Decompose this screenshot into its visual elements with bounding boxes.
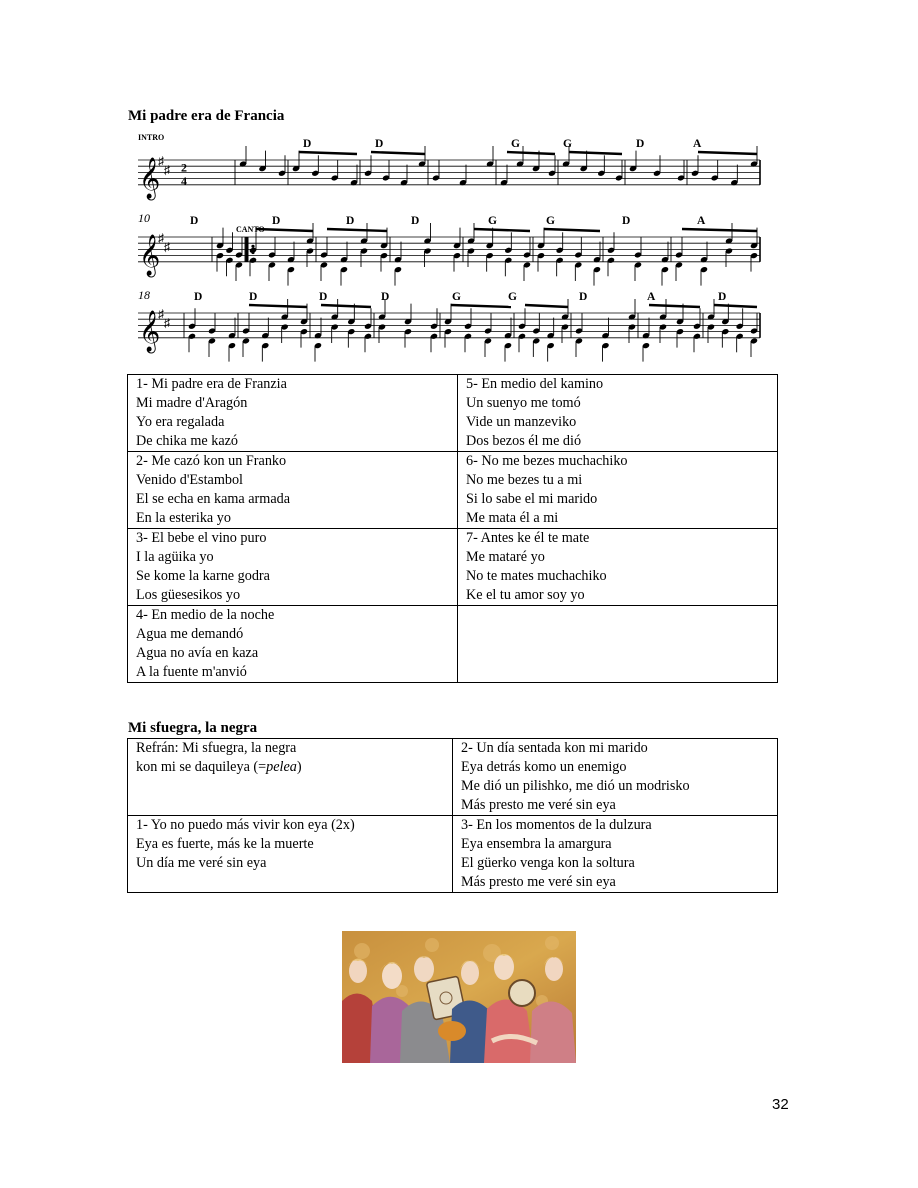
chord-symbol: A (647, 291, 656, 303)
beam (249, 305, 307, 307)
music-notation-icon (128, 130, 764, 364)
chord-symbol: D (346, 215, 355, 227)
beam (544, 229, 600, 231)
verse-line: Yo era regalada (136, 414, 225, 430)
stanza-cell (128, 375, 458, 452)
beam (371, 152, 425, 154)
chord-symbol: D (190, 215, 199, 227)
verse-line: Agua no avía en kaza (136, 645, 259, 661)
verse-line: Los güesesikos yo (136, 587, 241, 603)
sharp-icon: ♯ (158, 154, 164, 168)
verse-line: Eya detrás komo un enemigo (461, 759, 627, 775)
stanza-cell (128, 816, 453, 893)
verse-line: 2- Un día sentada kon mi marido (461, 740, 648, 756)
chord-symbol: A (693, 138, 702, 150)
song2-verses-table (127, 738, 778, 893)
verse-line: I la agüika yo (136, 549, 214, 565)
beam (299, 152, 357, 154)
verse-line: Si lo sabe el mi marido (466, 491, 598, 507)
stanza-cell (128, 606, 458, 683)
treble-clef-icon: 𝄞 (139, 234, 161, 275)
treble-clef-icon: 𝄞 (139, 310, 161, 351)
verse-line: No te mates muchachiko (466, 568, 607, 584)
verse-line: 3- El bebe el vino puro (136, 530, 267, 546)
measure-number: 18 (138, 288, 150, 302)
verse-line: Me dió un pilishko, me dió un modrisko (461, 778, 690, 794)
chord-symbol: G (488, 215, 497, 227)
repeat-dot (251, 245, 254, 248)
chord-symbol: D (375, 138, 384, 150)
canto-label: CANTO (236, 225, 265, 234)
chord-symbol: D (303, 138, 312, 150)
beam (321, 305, 371, 307)
verse-line: Más presto me veré sin eya (461, 874, 616, 890)
refrain-cell (128, 739, 453, 816)
chord-symbol: G (508, 291, 517, 303)
verse-line: Vide un manzeviko (466, 414, 577, 430)
empty-cell (458, 606, 778, 683)
beam (507, 152, 555, 154)
verse-line: Dos bezos él me dió (466, 433, 582, 449)
verse-line: Venido d'Estambol (136, 472, 243, 488)
sharp-icon: ♯ (158, 231, 164, 245)
song-title: Mi sfuegra, la negra (128, 720, 258, 736)
verse-line: Me mata él a mi (466, 510, 559, 526)
time-signature-top: 2 (181, 160, 187, 175)
verse-line: 6- No me bezes muchachiko (466, 453, 628, 469)
music-score (128, 130, 764, 364)
sharp-icon: ♯ (164, 316, 170, 330)
stanza-cell (453, 816, 778, 893)
chord-symbol: D (319, 291, 328, 303)
chord-symbol: D (272, 215, 281, 227)
chord-symbol: D (249, 291, 258, 303)
medieval-musicians-icon (342, 931, 576, 1063)
song-title: Mi padre era de Francia (128, 108, 285, 124)
intro-label: INTRO (138, 133, 165, 142)
chord-symbol: D (411, 215, 420, 227)
refrain-text-end: ) (296, 759, 302, 775)
stanza-cell (128, 452, 458, 529)
chord-symbol: D (579, 291, 588, 303)
verse-line: No me bezes tu a mi (466, 472, 583, 488)
chord-symbol: G (452, 291, 461, 303)
beam (649, 305, 700, 307)
beam (714, 305, 757, 307)
stanza-cell (458, 375, 778, 452)
sharp-icon: ♯ (164, 163, 170, 177)
chord-symbol: A (697, 215, 706, 227)
verse-line: A la fuente m'anvió (136, 664, 247, 680)
chord-symbol: D (718, 291, 727, 303)
verse-line: Me mataré yo (466, 549, 545, 565)
sharp-icon: ♯ (164, 240, 170, 254)
beam (327, 229, 387, 231)
verse-line: Un suenyo me tomó (466, 395, 581, 411)
beam (474, 229, 530, 231)
beam (525, 305, 568, 307)
chord-symbol: D (622, 215, 631, 227)
verse-line: 7- Antes ke él te mate (466, 530, 590, 546)
treble-clef-icon: 𝄞 (139, 157, 161, 198)
verse-line: 4- En medio de la noche (136, 607, 275, 623)
stanza-cell (458, 529, 778, 606)
verse-line: De chika me kazó (136, 433, 239, 449)
chord-symbol: G (546, 215, 555, 227)
verse-line: Agua me demandó (136, 626, 244, 642)
verse-line: 1- Mi padre era de Franzia (136, 376, 287, 392)
beam (569, 152, 622, 154)
refrain-gloss: pelea (266, 759, 297, 775)
verse-line: El se echa en kama armada (136, 491, 291, 507)
beam (451, 305, 511, 307)
verse-line: 5- En medio del kamino (466, 376, 604, 392)
chord-symbol: D (636, 138, 645, 150)
sharp-icon: ♯ (158, 307, 164, 321)
verse-line: El güerko venga kon la soltura (461, 855, 635, 871)
repeat-dot (251, 251, 254, 254)
verse-line: Ke el tu amor soy yo (466, 587, 585, 603)
beam (682, 229, 757, 231)
measure-number: 10 (138, 211, 150, 225)
verse-line: Eya ensembra la amargura (461, 836, 612, 852)
verse-line: 1- Yo no puedo más vivir kon eya (2x) (136, 817, 355, 833)
stanza-cell (128, 529, 458, 606)
stanza-cell (458, 452, 778, 529)
verse-line: 2- Me cazó kon un Franko (136, 453, 287, 469)
verse-line: Se kome la karne godra (136, 568, 270, 584)
refrain-line: Refrán: Mi sfuegra, la negra (136, 740, 297, 756)
page-number: 32 (772, 1096, 789, 1113)
chord-symbol: G (511, 138, 520, 150)
verse-line: Mi madre d'Aragón (136, 395, 248, 411)
refrain-text: kon mi se daquileya (= (136, 759, 267, 775)
chord-symbol: D (381, 291, 390, 303)
stanza-cell (453, 739, 778, 816)
time-signature-bottom: 4 (181, 173, 187, 188)
verse-line: Más presto me veré sin eya (461, 797, 616, 813)
verse-line: En la esterika yo (136, 510, 231, 526)
medieval-musicians-image (342, 931, 576, 1063)
verse-line: 3- En los momentos de la dulzura (461, 817, 652, 833)
chord-symbol: G (563, 138, 572, 150)
refrain-line (136, 758, 444, 777)
song1-verses-table (127, 374, 778, 683)
verse-line: Un día me veré sin eya (136, 855, 267, 871)
beam (698, 152, 757, 154)
verse-line: Eya es fuerte, más ke la muerte (136, 836, 314, 852)
chord-symbol: D (194, 291, 203, 303)
